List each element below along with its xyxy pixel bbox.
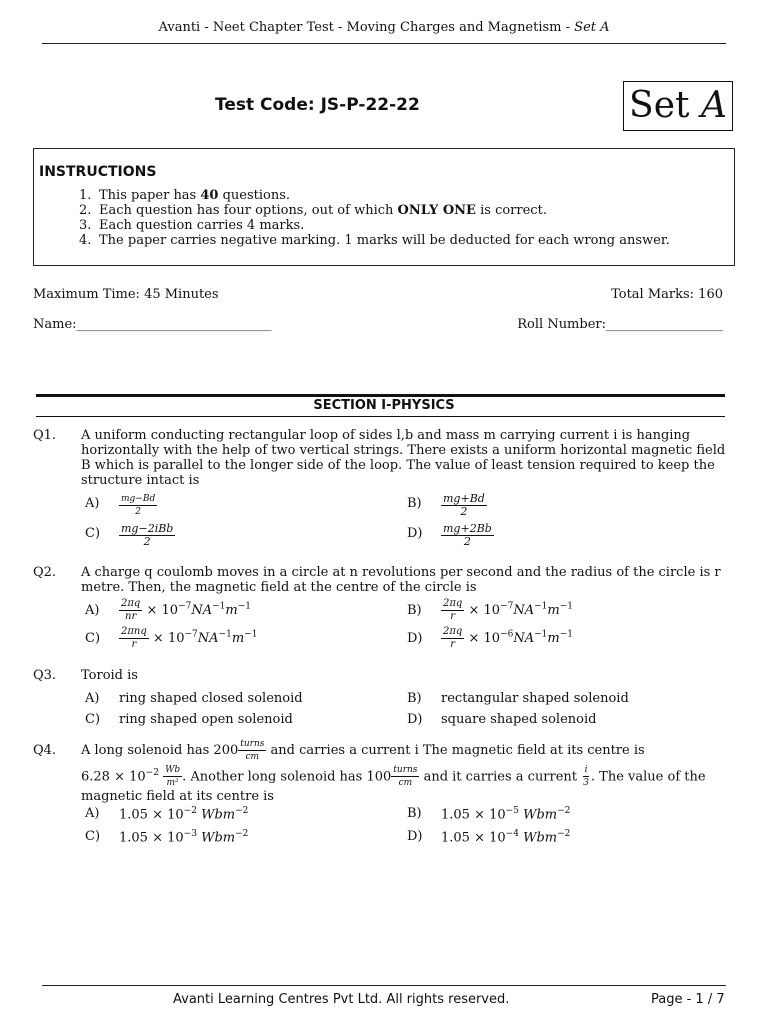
- page-header: Avanti - Neet Chapter Test - Moving Charges and Magnetism - Set A: [158, 20, 610, 35]
- option-b[interactable]: $1.05 \times 10^{-5}$ Wbm$^{-2}$: [441, 806, 571, 823]
- option-label[interactable]: B): [407, 603, 422, 618]
- test-code: Test Code: JS-P-22-22: [215, 95, 420, 115]
- option-label[interactable]: B): [407, 806, 422, 821]
- instruction-item: 3. Each question carries 4 marks.: [79, 218, 305, 233]
- question-number: Q1.: [33, 428, 57, 443]
- option-a[interactable]: ring shaped closed solenoid: [119, 691, 303, 706]
- option-label[interactable]: A): [85, 496, 100, 511]
- option-label[interactable]: A): [85, 603, 100, 618]
- question-number: Q4.: [33, 743, 57, 758]
- option-d[interactable]: $\frac{mg+2Bb}{2}$: [443, 522, 492, 548]
- instruction-item: 4. The paper carries negative marking. 1 marks will be deducted for each wrong answer.: [79, 233, 670, 248]
- instruction-item: 1. This paper has 40 questions.: [79, 188, 291, 203]
- option-c[interactable]: $\frac{\text{2πnq}}{r}$ × $10^{-7}NA^{-1}m^{-1}$: [121, 626, 258, 650]
- option-c[interactable]: $1.05 \times 10^{-3}$ Wbm$^{-2}$: [119, 829, 249, 846]
- option-d[interactable]: $1.05 \times 10^{-4}$ Wbm$^{-2}$: [441, 829, 571, 846]
- question-number: Q2.: [33, 565, 57, 580]
- section-rule-bottom: [36, 416, 725, 417]
- option-label[interactable]: A): [85, 691, 100, 706]
- instructions-title: INSTRUCTIONS: [39, 164, 157, 180]
- option-label[interactable]: D): [407, 829, 423, 844]
- header-divider: [42, 43, 726, 44]
- option-label[interactable]: C): [85, 829, 101, 844]
- footer-divider: [42, 985, 726, 986]
- option-b[interactable]: rectangular shaped solenoid: [441, 691, 629, 706]
- set-label-box: Set A: [623, 81, 733, 131]
- question-text: A charge q coulomb moves in a circle at n revolutions per second and the radius of the circle is r metre. Then, the magnetic field at the centre of the circle is: [81, 565, 721, 595]
- option-label[interactable]: C): [85, 526, 101, 541]
- option-label[interactable]: A): [85, 806, 100, 821]
- option-b[interactable]: $\frac{2\pi q}{r}$ × $10^{-7}NA^{-1}m^{-1}$: [443, 598, 573, 622]
- option-label[interactable]: C): [85, 712, 101, 727]
- option-d[interactable]: square shaped solenoid: [441, 712, 597, 727]
- question-text: A long solenoid has 200 $\frac{\text{turns}}{cm}$ and carries a current i The magnetic field at its centre is $6.28 \times 10^{-2}$ $\frac{Wb}{\text{m²}}$ . Another long solenoid has 100 $\frac{\text{turns}}{cm}$ and it carries a current $\frac{i}{3}$ . The value of the magnetic field at its centre is: [81, 739, 706, 805]
- footer-copyright: Avanti Learning Centres Pvt Ltd. All rights reserved.: [173, 992, 510, 1007]
- question-number: Q3.: [33, 668, 57, 683]
- name-field[interactable]: Name:______________________________: [33, 317, 272, 332]
- option-c[interactable]: ring shaped open solenoid: [119, 712, 293, 727]
- option-d[interactable]: $\frac{2\pi q}{r}$ × $10^{-6}NA^{-1}m^{-1}$: [443, 626, 573, 650]
- instructions-list: [79, 188, 670, 248]
- option-label[interactable]: D): [407, 631, 423, 646]
- total-marks: Total Marks: 160: [611, 287, 723, 302]
- option-label[interactable]: D): [407, 526, 423, 541]
- page-number: Page - 1 / 7: [651, 992, 725, 1007]
- option-label[interactable]: C): [85, 631, 101, 646]
- question-text: A uniform conducting rectangular loop of sides l,b and mass m carrying current i is hanging horizontally with the help of two vertical strings. There exists a uniform horizontal magnetic field B which is parallel to the longer side of the loop. The value of least tension required to keep the structure intact is: [81, 428, 726, 488]
- option-c[interactable]: $\frac{\text{mg−2iBb}}{2}$: [121, 522, 174, 548]
- option-label[interactable]: D): [407, 712, 423, 727]
- option-label[interactable]: B): [407, 496, 422, 511]
- instruction-item: 2. Each question has four options, out of which ONLY ONE is correct.: [79, 203, 547, 218]
- option-a[interactable]: $\frac{mg-Bd}{2}$: [121, 494, 156, 517]
- section-rule-top: [36, 394, 725, 397]
- option-b[interactable]: $\frac{mg+Bd}{2}$: [443, 492, 485, 518]
- option-a[interactable]: $\frac{2\pi q}{nr}$ × $10^{-7}NA^{-1}m^{-1}$: [121, 598, 251, 622]
- section-title: SECTION I-PHYSICS: [313, 398, 455, 413]
- option-a[interactable]: $1.05 \times 10^{-2}$ Wbm$^{-2}$: [119, 806, 249, 823]
- question-text: Toroid is: [81, 668, 138, 683]
- roll-number-field[interactable]: Roll Number:__________________: [517, 317, 723, 332]
- option-label[interactable]: B): [407, 691, 422, 706]
- max-time: Maximum Time: 45 Minutes: [33, 287, 219, 302]
